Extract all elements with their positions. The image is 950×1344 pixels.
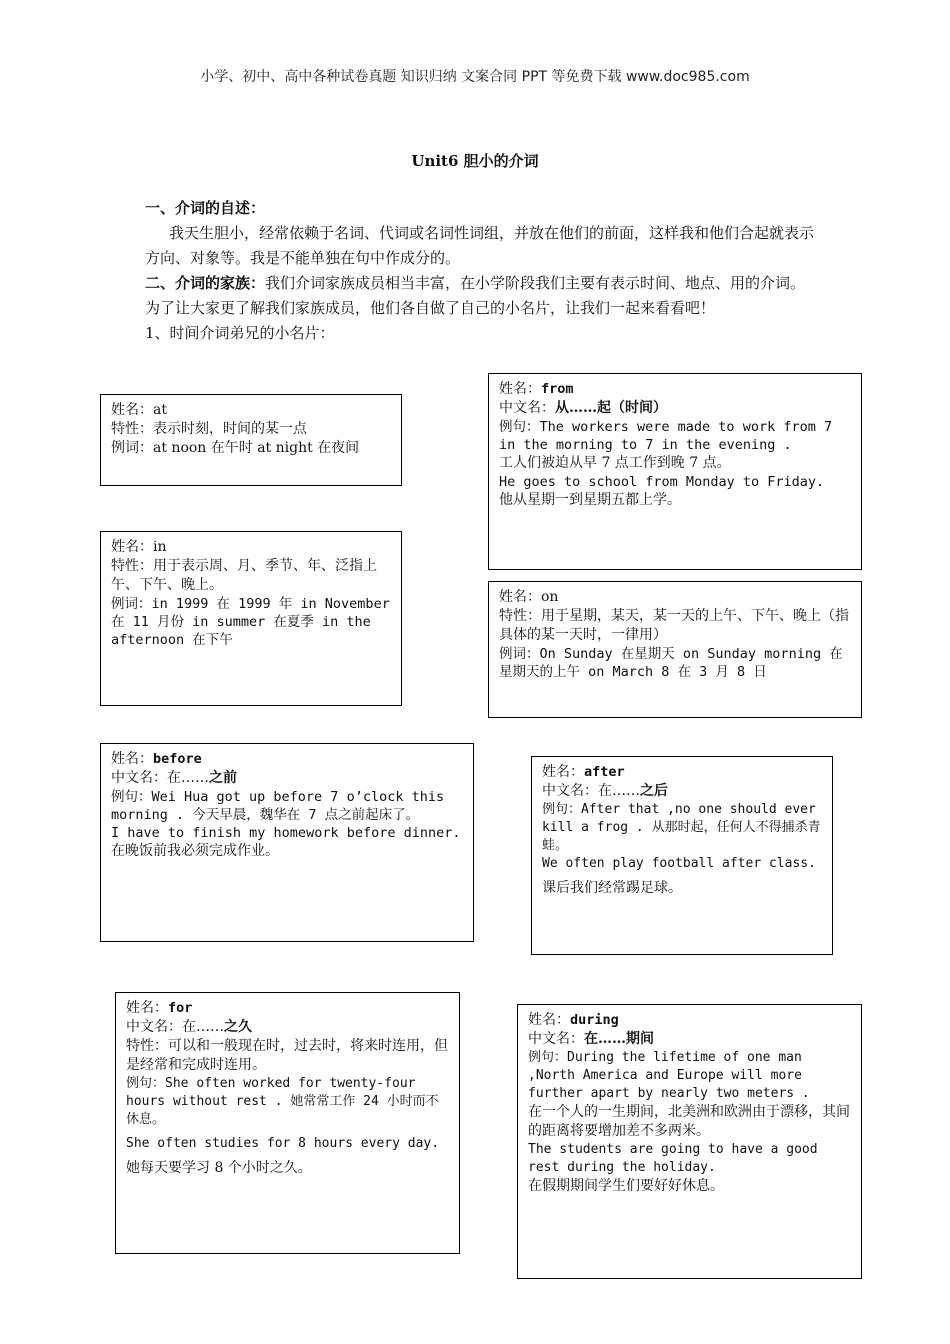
example-1-cn: 工人们被迫从早 7 点工作到晚 7 点。 — [499, 455, 731, 471]
example-1-en: She often worked for twenty-four hours without rest . 她常常工作 24 小时而不休息。 — [126, 1076, 439, 1127]
example-2-en: She often studies for 8 hours every day. — [126, 1136, 440, 1151]
intro-section — [145, 196, 815, 346]
example-label: 例句： — [542, 802, 582, 817]
name-label: 姓名： — [542, 764, 584, 780]
card-before — [100, 743, 474, 942]
example-1-en: During the lifetime of one man ,North America and Europe will more further apart by nearly two meters . — [528, 1050, 810, 1101]
card-feature: 用于星期，某天，某一天的上午、下午、晚上（指具体的某一天时，一律用） — [499, 608, 849, 643]
example-2-en: I have to finish my homework before dinner. — [111, 825, 461, 841]
card-cn-prefix: 在…… — [167, 770, 209, 786]
example-1-en: After that ,no one should ever kill a frog . 从那时起，任何人不得捕杀青蛙。 — [542, 802, 821, 853]
example-1-en: The workers were made to work from 7 in the morning to 7 in the evening . — [499, 419, 833, 453]
example-label: 例词： — [499, 646, 540, 662]
card-example: at noon 在午时 at night 在夜间 — [153, 440, 360, 456]
feature-label: 特性： — [111, 421, 153, 437]
name-label: 姓名： — [111, 539, 153, 555]
example-label: 例句： — [111, 789, 152, 805]
feature-label: 特性： — [126, 1038, 168, 1054]
card-name: from — [541, 381, 574, 397]
example-2-cn: 他从星期一到星期五都上学。 — [499, 492, 681, 508]
card-cn-bold: 之前 — [209, 770, 237, 786]
example-1-en: Wei Hua got up before 7 o’clock this morning . 今天早晨，魏华在 7 点之前起床了。 — [111, 789, 445, 823]
card-feature: 表示时刻，时间的某一点 — [153, 421, 307, 437]
card-cn-prefix: 在…… — [598, 783, 640, 799]
card-example: in 1999 在 1999 年 in November 在 11 月份 in summer 在夏季 in the afternoon 在下午 — [111, 596, 390, 648]
card-cn-bold: 之后 — [640, 783, 668, 799]
card-name: after — [584, 764, 625, 780]
name-label: 姓名： — [499, 589, 541, 605]
example-label: 例句： — [126, 1076, 166, 1091]
card-cn-bold: 之久 — [224, 1019, 252, 1035]
cn-label: 中文名： — [499, 400, 555, 416]
name-label: 姓名： — [111, 402, 153, 418]
section2-text: 我们介词家族成员相当丰富，在小学阶段我们主要有表示时间、地点、用的介词。为了让大家更了解我们家族成员，他们各自做了自己的小名片，让我们一起来看看吧！ — [145, 274, 806, 317]
example-2-en: The students are going to have a good rest during the holiday. — [528, 1142, 818, 1175]
card-name: at — [153, 402, 167, 418]
section2-heading: 二、介词的家族： — [145, 274, 266, 292]
card-cn-name: 在……期间 — [584, 1031, 654, 1047]
card-after — [531, 756, 833, 955]
cn-label: 中文名： — [111, 770, 167, 786]
section1-text: 我天生胆小，经常依赖于名词、代词或名词性词组，并放在他们的前面，这样我和他们合起就表示方向、对象等。我是不能单独在句中作成分的。 — [145, 224, 815, 267]
card-name: on — [541, 589, 559, 605]
card-name: before — [153, 751, 202, 767]
cn-label: 中文名： — [542, 783, 598, 799]
example-2-cn: 在假期期间学生们要好好休息。 — [528, 1178, 724, 1194]
name-label: 姓名： — [126, 1000, 168, 1016]
example-2-en: He goes to school from Monday to Friday. — [499, 474, 825, 490]
card-in — [100, 531, 402, 706]
cn-label: 中文名： — [528, 1031, 584, 1047]
example-2-en: We often play football after class. — [542, 856, 816, 871]
card-on — [488, 581, 862, 718]
example-label: 例句： — [499, 419, 540, 435]
card-at — [100, 394, 402, 486]
section1-heading: 一、介词的自述： — [145, 199, 266, 217]
feature-label: 特性： — [499, 608, 541, 624]
page-header-watermark: 小学、初中、高中各种试卷真题 知识归纳 文案合同 PPT 等免费下载 www.doc985.com — [200, 69, 750, 85]
example-label: 例词： — [111, 440, 153, 456]
feature-label: 特性： — [111, 558, 153, 574]
name-label: 姓名： — [528, 1012, 570, 1028]
card-from — [488, 373, 862, 570]
card-name: in — [153, 539, 167, 555]
example-1-cn: 在一个人的一生期间，北美洲和欧洲由于漂移，其间的距离将要增加差不多两米。 — [528, 1104, 850, 1139]
document-title: Unit6 胆小的介词 — [411, 152, 539, 170]
example-2-cn: 课后我们经常踢足球。 — [542, 880, 682, 896]
card-cn-prefix: 在…… — [182, 1019, 224, 1035]
name-label: 姓名： — [499, 381, 541, 397]
card-feature: 可以和一般现在时，过去时，将来时连用，但是经常和完成时连用。 — [126, 1038, 448, 1073]
card-example: On Sunday 在星期天 on Sunday morning 在星期天的上午 on March 8 在 3 月 8 日 — [499, 646, 843, 680]
card-during — [517, 1004, 862, 1279]
card-cn-name: 从……起（时间） — [555, 400, 667, 416]
card-name: for — [168, 1000, 193, 1016]
card-feature: 用于表示周、月、季节、年、泛指上午、下午、晚上。 — [111, 558, 377, 593]
name-label: 姓名： — [111, 751, 153, 767]
cn-label: 中文名： — [126, 1019, 182, 1035]
card-for — [115, 992, 460, 1254]
example-2-cn: 她每天要学习 8 个小时之久。 — [126, 1160, 312, 1176]
example-label: 例词： — [111, 596, 152, 612]
card-name: during — [570, 1012, 619, 1028]
example-2-cn: 在晚饭前我必须完成作业。 — [111, 843, 279, 859]
example-label: 例句： — [528, 1050, 568, 1065]
subsection1-heading: 1、时间介词弟兄的小名片： — [145, 324, 335, 342]
